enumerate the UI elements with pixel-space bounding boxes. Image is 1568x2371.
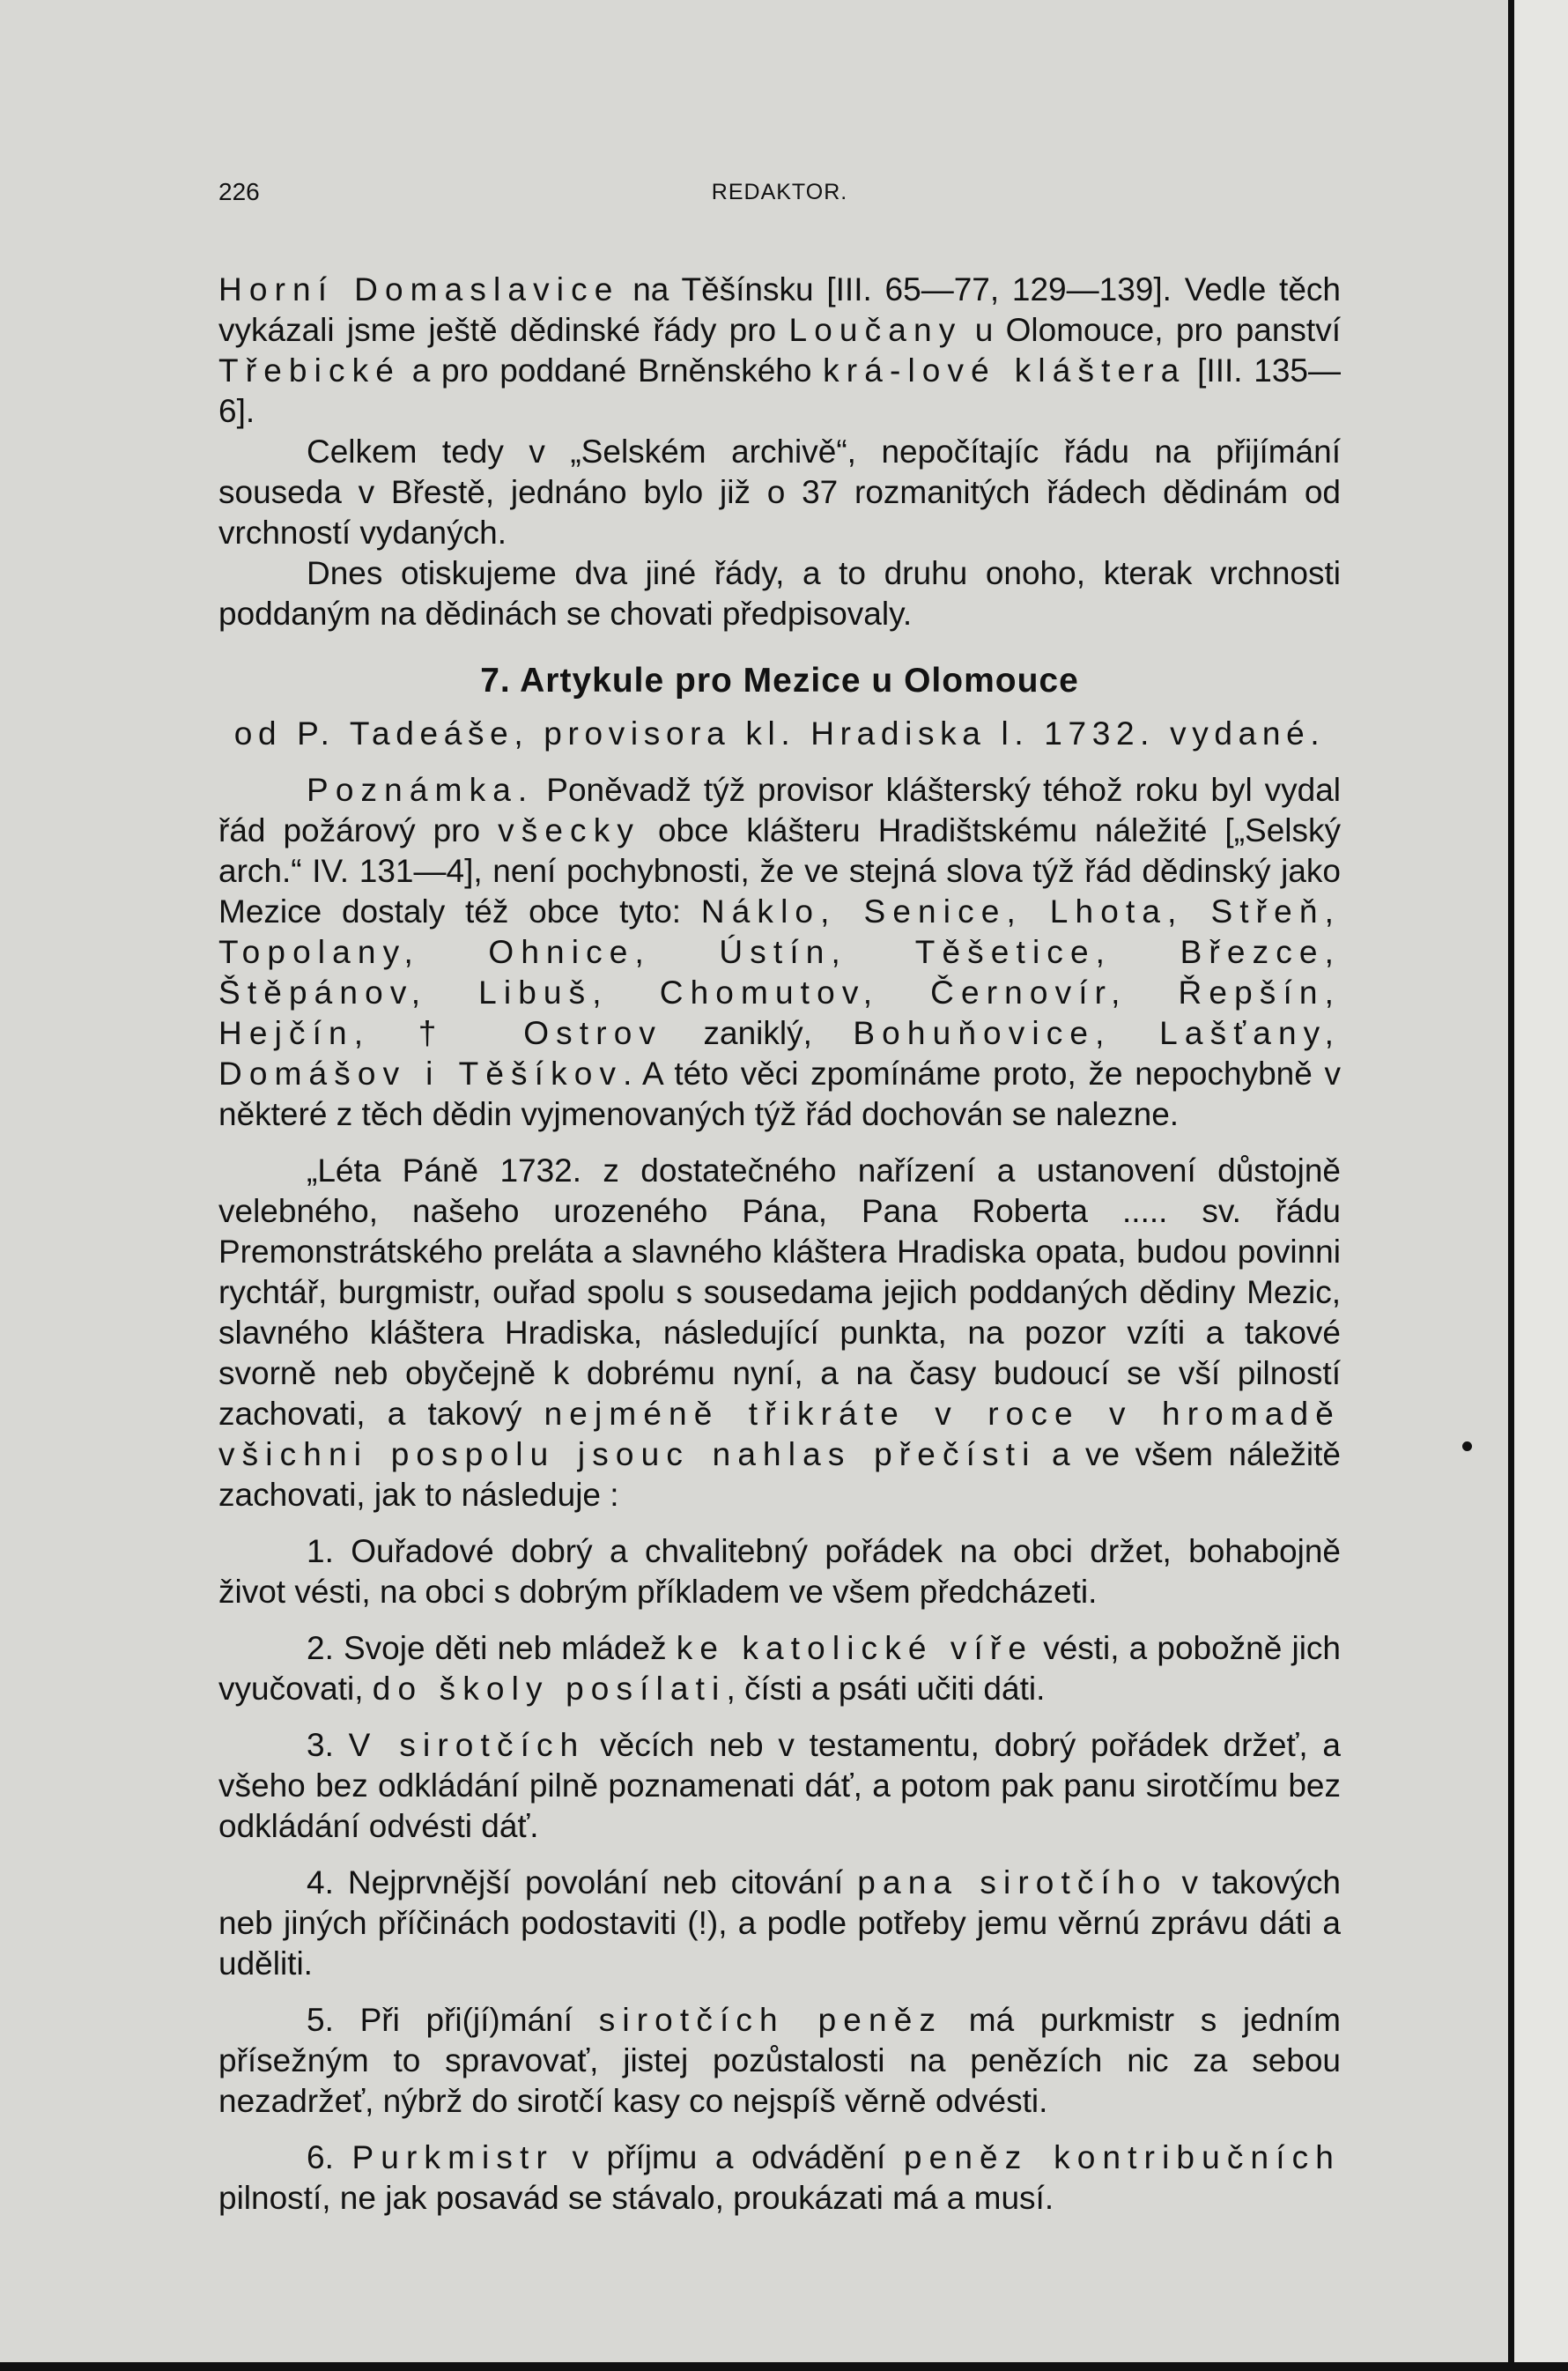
section-heading: 7. Artykule pro Mezice u Olomouce <box>480 662 1079 700</box>
paragraph-summary: Celkem tedy v „Selském archivě“, nepočítajíc řádu na přijímání souseda v Břestě, jednáno bylo již o 37 rozmanitých řádech dědinám od vrchností vydaných. <box>218 433 1341 551</box>
place-name: krá-lové kláštera <box>823 352 1187 389</box>
article-2: 2. Svoje děti neb mládež ke katolické víře vésti, a pobožně jich vyučovati, do školy posílati, čísti a psáti učiti dáti. <box>218 1630 1341 1707</box>
margin-dot-mark <box>1462 1441 1472 1451</box>
village-list: Náklo, Senice, Lhota, Střeň, Topolany, Ohnice, Ústín, Těšetice, Březce, Štěpánov, Libuš, Chomutov, Černovír, Řepšín, Hejčín, † Ostrov <box>218 893 1341 1051</box>
article-1: 1. Ouřadové dobrý a chvalitebný pořádek na obci držet, bohabojně život vésti, na obci s dobrým příkladem ve všem předcházeti. <box>218 1533 1341 1610</box>
village-list: Bohuňovice, Lašťany, Domášov i Těšíkov <box>218 1015 1341 1092</box>
bottom-edge <box>0 2362 1568 2371</box>
place-name: Loučany <box>788 312 963 348</box>
page-margin <box>1514 0 1568 2371</box>
article-4: 4. Nejprvnější povolání neb citování pana sirotčího v takových neb jiných příčinách podostaviti (!), a podle potřeby jemu věrnú zprávu dáti a uděliti. <box>218 1864 1342 1982</box>
place-name: Třebické <box>218 352 401 389</box>
page-header <box>218 174 1341 227</box>
place-name: Horní Domaslavice <box>218 271 620 307</box>
article-6: 6. Purkmistr v příjmu a odvádění peněz kontribučních pilností, ne jak posavád se stávalo, proukázati má a musí. <box>218 2139 1341 2216</box>
page-content <box>218 174 1341 2219</box>
running-title: REDAKTOR. <box>711 180 848 204</box>
note-label: Poznámka. <box>307 772 535 808</box>
decree-paragraph: „Léta Páně 1732. z dostatečného nařízení a ustanovení důstojně velebného, našeho urozeného Pána, Pana Roberta ..... sv. řádu Premonstrátského preláta a slavného kláštera Hradiska opata, budou povinni rychtář, burgmistr, ouřad spolu s sousedama jejich poddaných dědiny Mezic, slavného kláštera Hradiska, následující punkta, na pozor vzíti a takové svorně neb obyčejně k dobrému nyní, a na časy budoucí se vší pilností zachovati, a takový nejméně třikráte v roce v hromadě všichni pospolu jsouc nahlas přečísti a ve všem náležitě zachovati, jak to následuje : <box>218 1152 1341 1513</box>
note-paragraph: Poznámka. Poněvadž týž provisor klášterský téhož roku byl vydal řád požárový pro všecky obce klášteru Hradištskému náležité [„Selský arch.“ IV. 131—4], není pochybnosti, že ve stejná slova týž řád dědinský jako Mezice dostaly též obce tyto: Náklo, Senice, Lhota, Střeň, Topolany, Ohnice, Ústín, Těšetice, Březce, Štěpánov, Libuš, Chomutov, Černovír, Řepšín, Hejčín, † Ostrov zaniklý, Bohuňovice, Lašťany, Domášov i Těšíkov. A této věci zpomínáme proto, že nepochybně v některé z těch dědin vyjmenovaných týž řád dochován se nalezne. <box>218 772 1341 1132</box>
section-subheading: od P. Tadeáše, provisora kl. Hradiska l. 1732. vydané. <box>233 715 1326 752</box>
article-5: 5. Při při(jí)mání sirotčích peněz má purkmistr s jedním přísežným to spravovať, jistej pozůstalosti na penězích nic za sebou nezadržeť, nýbrž do sirotčí kasy co nejspíš věrně odvésti. <box>218 2002 1341 2119</box>
page-number: 226 <box>218 178 260 205</box>
article-3: 3. V sirotčích věcích neb v testamentu, dobrý pořádek držeť, a všeho bez odkládání pilně poznamenati dáť, a potom pak panu sirotčímu bez odkládání odvésti dáť. <box>218 1727 1341 1844</box>
paragraph-today: Dnes otiskujeme dva jiné řády, a to druhu onoho, kterak vrchnosti poddaným na dědinách se chovati předpisovaly. <box>218 555 1341 632</box>
paragraph-intro: Horní Domaslavice na Těšínsku [III. 65—77, 129—139]. Vedle těch vykázali jsme ještě dědinské řády pro Loučany u Olomouce, pro panství Třebické a pro poddané Brněnského krá-lové kláštera [III. 135—6]. <box>218 271 1341 429</box>
